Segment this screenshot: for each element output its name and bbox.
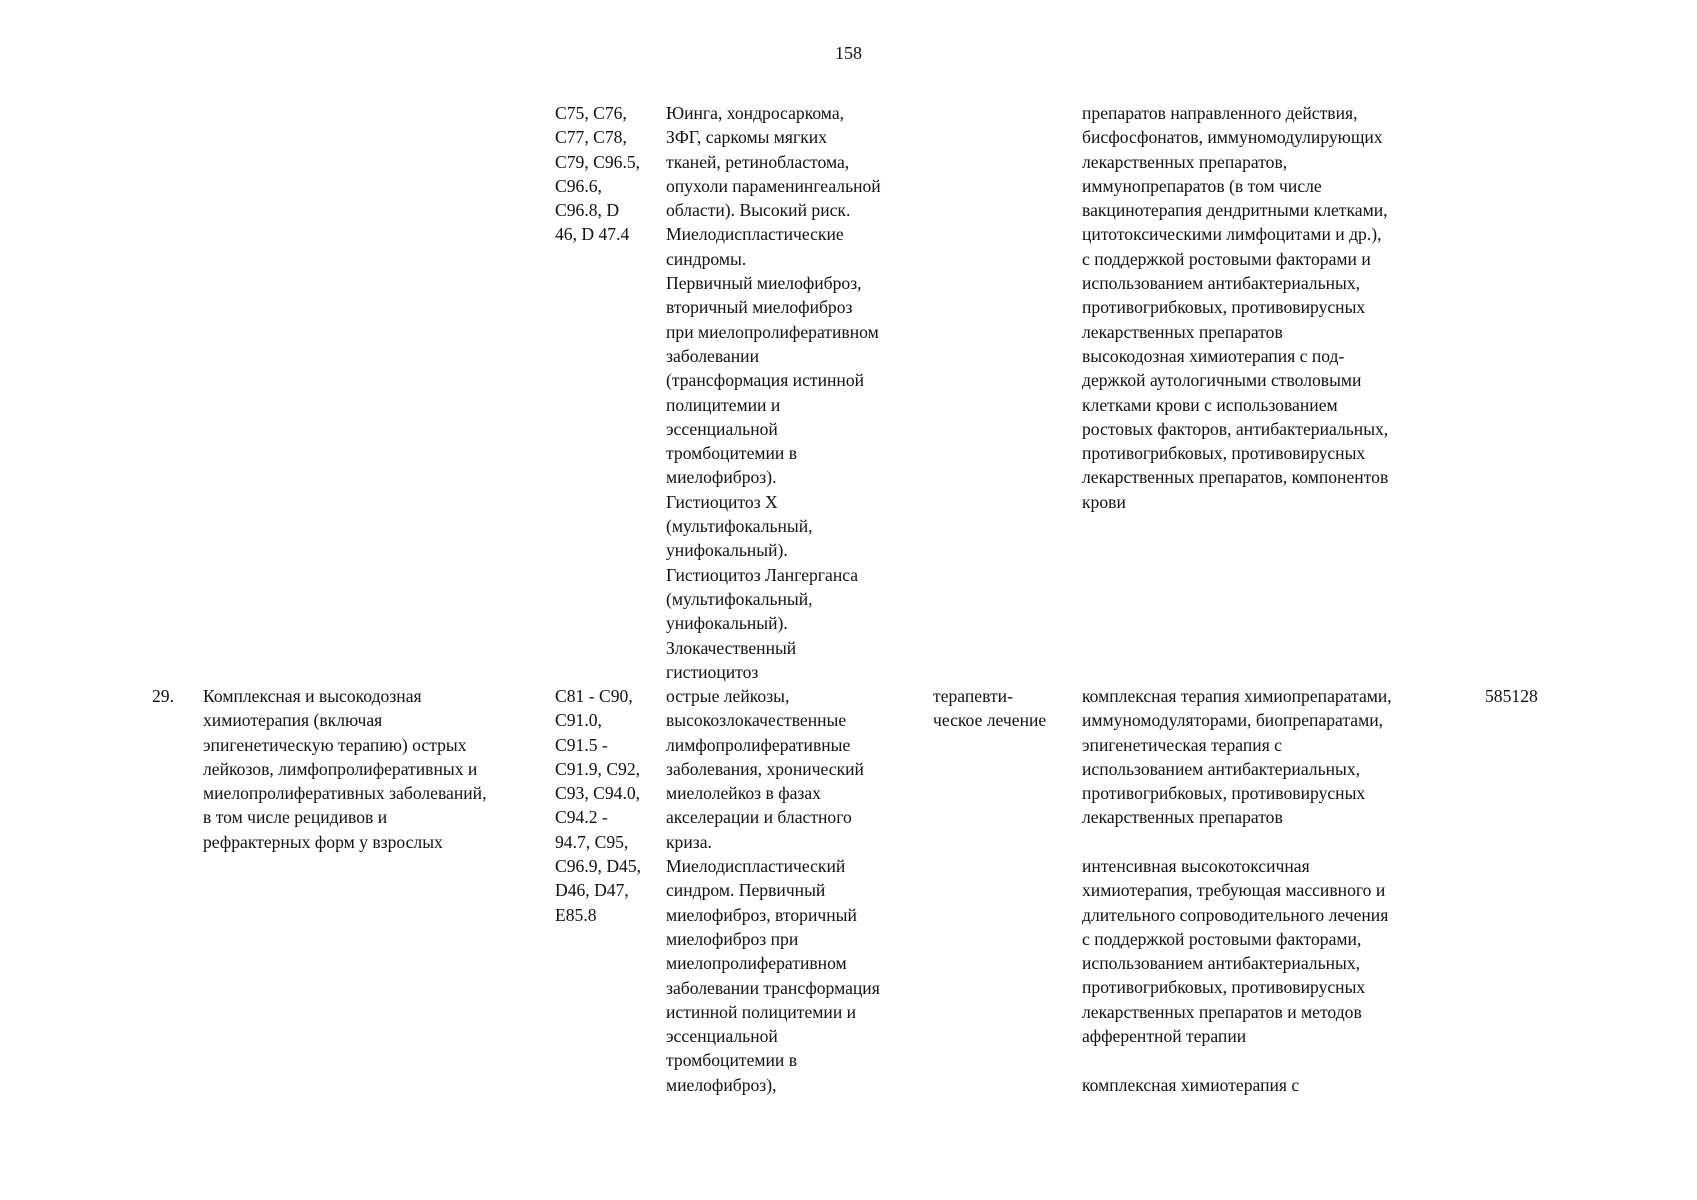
text-line: цитотоксическими лимфоцитами и др.), [1082, 224, 1382, 245]
text-line: миелофиброз), [666, 1074, 777, 1095]
text-line: 46, D 47.4 [555, 224, 630, 245]
text-line: миелофиброз при [666, 928, 799, 949]
text-line: клетками крови с использованием [1082, 394, 1338, 415]
text-line: использованием антибактериальных, [1082, 758, 1361, 779]
text-line: лекарственных препаратов, [1082, 151, 1288, 172]
text-line: афферентной терапии [1082, 1026, 1247, 1047]
continuation-treatment-method [1082, 101, 1388, 514]
text-line: при миелопролиферативном [666, 321, 879, 342]
text-line: тромбоцитемии в [666, 443, 798, 464]
text-line: лимфопролиферативные [666, 734, 851, 755]
text-line: Комплексная и высокодозная [203, 686, 422, 706]
text-line: бисфосфонатов, иммуномодулирующих [1082, 127, 1383, 148]
page-number: 158 [835, 43, 862, 63]
text-line: эссенциальной [666, 1026, 778, 1047]
text-line: миелофиброз). [666, 467, 777, 488]
text-line: химиотерапия, требующая массивного и [1082, 880, 1386, 901]
text-line: противогрибковых, противовирусных [1082, 783, 1366, 804]
text-line: тромбоцитемии в [666, 1050, 798, 1071]
text-line: Юинга, хондросаркома, [666, 103, 845, 123]
text-line: миелопролиферативном [666, 953, 847, 974]
text-line: миелофиброз, вторичный [666, 904, 857, 925]
text-line: 94.7, C95, [555, 831, 629, 852]
text-line: высокодозная химиотерапия с под- [1082, 345, 1345, 366]
text-line: Гистиоцитоз Х [666, 491, 778, 512]
text-line: (трансформация истинной [666, 370, 865, 391]
text-line: эпигенетическая терапия с [1082, 734, 1282, 755]
continuation-codes [555, 101, 640, 247]
text-line: C91.9, C92, [555, 758, 641, 779]
row-treatment-type [933, 684, 1046, 733]
text-line: (мультифокальный, [666, 516, 813, 537]
text-line: противогрибковых, противовирусных [1082, 443, 1366, 464]
text-line: иммуномодуляторами, биопрепаратами, [1082, 710, 1384, 731]
text-line: миелопролиферативных заболеваний, [203, 783, 487, 804]
text-line: лекарственных препаратов [1082, 321, 1283, 342]
text-line: заболевании [666, 345, 759, 366]
text-line: эпигенетическую терапию) острых [203, 734, 467, 755]
row-cost: 585128 [1485, 686, 1538, 706]
row-icd-codes [555, 684, 641, 927]
text-line: истинной полицитемии и [666, 1001, 857, 1022]
text-line: ЗФГ, саркомы мягких [666, 127, 827, 148]
text-line: лейкозов, лимфопролиферативных и [203, 758, 478, 779]
text-line: рефрактерных форм у взрослых [203, 831, 443, 852]
text-line: в том числе рецидивов и [203, 807, 388, 828]
text-line: E85.8 [555, 904, 597, 925]
text-line: акселерации и бластного [666, 807, 852, 828]
text-line: Первичный миелофиброз, [666, 273, 862, 294]
continuation-model-description [666, 101, 881, 684]
text-line: опухоли параменингеальной [666, 175, 881, 196]
text-line: ростовых факторов, антибактериальных, [1082, 418, 1389, 439]
text-line: препаратов направленного действия, [1082, 103, 1358, 123]
text-line: лекарственных препаратов, компонентов [1082, 467, 1389, 488]
row-patient-model [666, 684, 880, 1097]
text-line: держкой аутологичными стволовыми [1082, 370, 1362, 391]
text-line: C75, C76, [555, 103, 627, 123]
text-line: C77, C78, [555, 127, 627, 148]
text-line: лекарственных препаратов [1082, 807, 1283, 828]
text-line: крови [1082, 491, 1126, 512]
text-line: C79, C96.5, [555, 151, 641, 172]
text-line: Гистиоцитоз Лангерганса [666, 564, 859, 585]
text-line: (мультифокальный, [666, 588, 813, 609]
text-line: криза. [666, 831, 712, 852]
text-line: противогрибковых, противовирусных [1082, 977, 1366, 998]
text-line: с поддержкой ростовыми факторами и [1082, 248, 1371, 269]
text-line: унифокальный). [666, 540, 788, 561]
text-line: C81 - C90, [555, 686, 633, 706]
text-line: вакцинотерапия дендритными клетками, [1082, 200, 1388, 221]
text-line: C96.6, [555, 175, 602, 196]
text-line: терапевти- [933, 686, 1013, 706]
row-treatment-method-1 [1082, 684, 1392, 830]
text-line: острые лейкозы, [666, 686, 790, 706]
text-line: унифокальный). [666, 613, 788, 634]
text-line: гистиоцитоз [666, 661, 759, 682]
text-line: Злокачественный [666, 637, 797, 658]
text-line: полицитемии и [666, 394, 781, 415]
text-line: синдром. Первичный [666, 880, 826, 901]
text-line: лекарственных препаратов и методов [1082, 1001, 1362, 1022]
text-line: Миелодиспластический [666, 856, 846, 877]
text-line: длительного сопроводительного лечения [1082, 904, 1389, 925]
text-line: заболевании трансформация [666, 977, 880, 998]
text-line: области). Высокий риск. [666, 200, 851, 221]
row-treatment-method-3 [1082, 1073, 1299, 1097]
text-line: Миелодиспластические [666, 224, 844, 245]
text-line: тканей, ретинобластома, [666, 151, 850, 172]
text-line: C93, C94.0, [555, 783, 641, 804]
text-line: вторичный миелофиброз [666, 297, 853, 318]
text-line: комплексная терапия химиопрепаратами, [1082, 686, 1392, 706]
text-line: D46, D47, [555, 880, 629, 901]
text-line: ческое лечение [933, 710, 1047, 731]
text-line: использованием антибактериальных, [1082, 273, 1361, 294]
text-line: с поддержкой ростовыми факторами, [1082, 928, 1362, 949]
text-line: высокозлокачественные [666, 710, 847, 731]
text-line: C96.9, D45, [555, 856, 642, 877]
text-line: комплексная химиотерапия с [1082, 1075, 1300, 1095]
text-line: иммунопрепаратов (в том числе [1082, 175, 1322, 196]
text-line: C91.0, [555, 710, 602, 731]
text-line: химиотерапия (включая [203, 710, 383, 731]
text-line: C94.2 - [555, 807, 608, 828]
row-number: 29. [152, 686, 174, 706]
text-line: C96.8, D [555, 200, 620, 221]
row-treatment-method-2 [1082, 854, 1388, 1048]
row-procedure-name [203, 684, 487, 854]
text-line: миелолейкоз в фазах [666, 783, 821, 804]
text-line: заболевания, хронический [666, 758, 864, 779]
text-line: синдромы. [666, 248, 747, 269]
text-line: противогрибковых, противовирусных [1082, 297, 1366, 318]
text-line: интенсивная высокотоксичная [1082, 856, 1310, 876]
text-line: использованием антибактериальных, [1082, 953, 1361, 974]
text-line: C91.5 - [555, 734, 608, 755]
text-line: эссенциальной [666, 418, 778, 439]
